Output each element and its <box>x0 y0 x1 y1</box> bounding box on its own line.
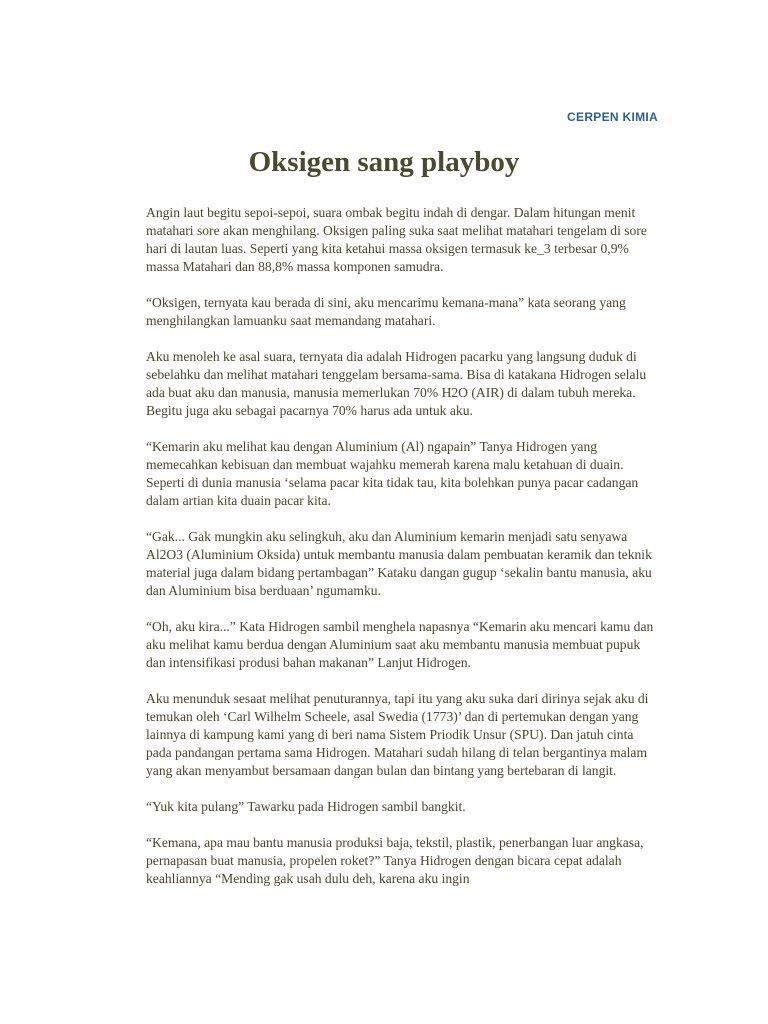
page-title: Oksigen sang playboy <box>248 146 520 178</box>
paragraph: “Kemarin aku melihat kau dengan Aluminium (Al) ngapain” Tanya Hidrogen yang memecahkan kebisuan dan membuat wajahku memerah karena malu ketahuan di duain. Seperti di dunia manusia ‘selama pacar kita tidak tau, kita bolehkan punya pacar cadangan dalam artian kita duain pacar kita. <box>146 439 639 508</box>
paragraph: “Oh, aku kira...” Kata Hidrogen sambil menghela napasnya “Kemarin aku mencari kamu dan aku melihat kamu berdua dengan Aluminium saat aku membantu manusia membuat pupuk dan intensifikasi produsi bahan makanan” Lanjut Hidrogen. <box>146 619 654 670</box>
paragraph: “Oksigen, ternyata kau berada di sini, aku mencarimu kemana-mana” kata seorang yang menghilangkan lamuanku saat memandang matahari. <box>146 295 626 328</box>
paragraph: “Gak... Gak mungkin aku selingkuh, aku dan Aluminium kemarin menjadi satu senyawa Al2O3 (Aluminium Oksida) untuk membantu manusia dalam pembuatan keramik dan teknik material juga dalam bidang pertambagan” Kataku dangan gugup ‘sekalin bantu manusia, aku dan Aluminium bisa berduaan’ ngumamku. <box>146 529 652 598</box>
paragraph: Aku menunduk sesaat melihat penuturannya, tapi itu yang aku suka dari dirinya sejak aku di temukan oleh ‘Carl Wilhelm Scheele, asal Swedia (1773)’ dan di pertemukan dengan yang lainnya di kampung kami yang di beri nama Sistem Priodik Unsur (SPU). Dan jatuh cinta pada pandangan pertama sama Hidrogen. Matahari sudah hilang di telan bergantinya malam yang akan menyambut bersamaan dangan bulan dan bintang yang bertebaran di langit. <box>146 691 649 778</box>
header-label: CERPEN KIMIA <box>567 110 658 124</box>
paragraph: “Yuk kita pulang” Tawarku pada Hidrogen sambil bangkit. <box>146 799 466 814</box>
paragraph: Angin laut begitu sepoi-sepoi, suara ombak begitu indah di dengar. Dalam hitungan menit matahari sore akan menghilang. Oksigen paling suka saat melihat matahari tengelam di sore hari di lautan luas. Seperti yang kita ketahui massa oksigen termasuk ke_3 terbesar 0,9% massa Matahari dan 88,8% massa komponen samudra. <box>146 205 647 274</box>
paragraph: “Kemana, apa mau bantu manusia produksi baja, tekstil, plastik, penerbangan luar angkasa, pernapasan buat manusia, propelen roket?” Tanya Hidrogen dengan bicara cepat adalah keahliannya “Mending gak usah dulu deh, karena aku ingin <box>146 835 644 886</box>
paragraph: Aku menoleh ke asal suara, ternyata dia adalah Hidrogen pacarku yang langsung duduk di sebelahku dan melihat matahari tenggelam bersama-sama. Bisa di katakana Hidrogen selalu ada buat aku dan manusia, manusia memerlukan 70% H2O (AIR) di dalam tubuh mereka. Begitu juga aku sebagai pacarnya 70% harus ada untuk aku. <box>146 349 647 418</box>
story-body <box>146 204 658 906</box>
